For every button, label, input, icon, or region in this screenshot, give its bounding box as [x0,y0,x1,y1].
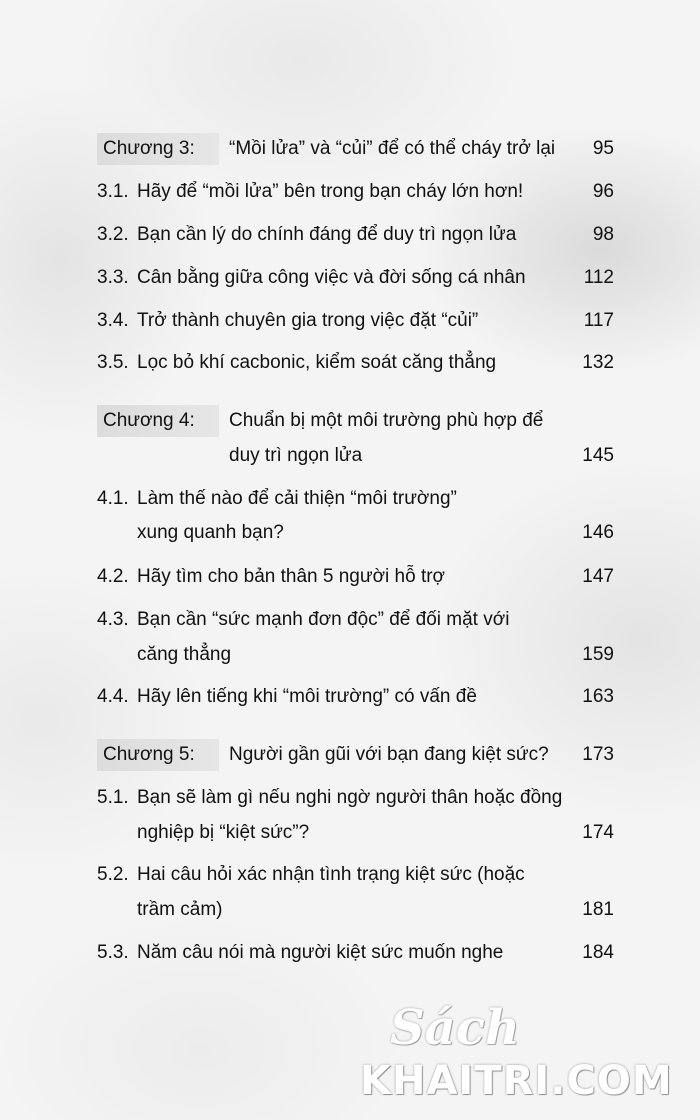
section-number: 4.3. [97,609,129,630]
page-number: 132 [582,352,614,373]
page-number: 145 [582,445,614,466]
toc-entry [0,562,700,592]
section-number: 5.3. [97,942,129,963]
toc-entry [0,177,700,207]
section-title: căng thẳng [137,644,232,665]
page-number: 181 [582,899,614,920]
section-number: 5.1. [97,787,129,808]
toc-entry-continued [0,895,700,925]
section-number: 3.1. [97,181,129,202]
chapter-title: Người gần gũi với bạn đang kiệt sức? [229,744,549,765]
chapter-title: “Mồi lửa” và “củi” để có thể cháy trở lại [229,138,556,159]
page-number: 98 [592,224,614,245]
section-title: trầm cảm) [137,899,223,920]
page-number: 146 [582,522,614,543]
section-title: Làm thế nào để cải thiện “môi trường” [137,488,457,509]
chapter-heading [0,134,700,164]
chapter-label: Chương 3: [97,133,219,165]
chapter-heading [0,406,700,436]
toc-entry-continued [0,818,700,848]
section-number: 3.2. [97,224,129,245]
toc-entry [0,860,700,890]
watermark-script-text: Sách [390,1000,520,1056]
section-number: 4.1. [97,488,129,509]
chapter-heading [0,740,700,770]
toc-entry [0,306,700,336]
toc-entry [0,263,700,293]
page-number: 159 [582,644,614,665]
section-number: 3.3. [97,267,129,288]
page-number: 163 [582,686,614,707]
section-title: Hai câu hỏi xác nhận tình trạng kiệt sức (hoặc [137,864,525,885]
toc-entry-continued [0,640,700,670]
section-number: 3.4. [97,310,129,331]
chapter-heading-continued [0,441,700,471]
section-number: 4.4. [97,686,129,707]
section-title: Hãy lên tiếng khi “môi trường” có vấn đề [137,686,477,707]
section-title: Cân bằng giữa công việc và đời sống cá nhân [137,267,526,288]
toc-entry [0,348,700,378]
toc-entry-continued [0,518,700,548]
chapter-label: Chương 4: [97,405,219,437]
toc-entry [0,484,700,514]
page-number: 95 [592,138,614,159]
toc-entry [0,783,700,813]
page-number: 117 [583,310,614,331]
section-title: Bạn cần lý do chính đáng để duy trì ngọn lửa [137,224,517,245]
section-title: Hãy tìm cho bản thân 5 người hỗ trợ [137,566,446,587]
toc-entry [0,938,700,968]
page-number: 174 [582,822,614,843]
section-title: nghiệp bị “kiệt sức”? [137,822,310,843]
page-number: 173 [582,744,614,765]
chapter-title: duy trì ngọn lửa [229,445,363,466]
section-title: Trở thành chuyên gia trong việc đặt “củi” [137,310,479,331]
toc-entry [0,605,700,635]
section-number: 3.5. [97,352,129,373]
section-title: Năm câu nói mà người kiệt sức muốn nghe [137,942,504,963]
chapter-title: Chuẩn bị một môi trường phù hợp để [229,410,544,431]
page-number: 184 [582,942,614,963]
chapter-label: Chương 5: [97,739,219,771]
page-number: 147 [582,566,614,587]
section-title: Bạn cần “sức mạnh đơn độc” để đối mặt với [137,609,510,630]
section-title: Hãy để “mồi lửa” bên trong bạn cháy lớn hơn! [137,181,524,202]
watermark-logo [360,1000,690,1110]
section-title: Lọc bỏ khí cacbonic, kiểm soát căng thẳng [137,352,497,373]
page-number: 96 [592,181,614,202]
toc-entry [0,220,700,250]
section-title: Bạn sẽ làm gì nếu nghi ngờ người thân hoặc đồng [137,787,563,808]
page-number: 112 [583,267,614,288]
section-number: 5.2. [97,864,129,885]
section-number: 4.2. [97,566,129,587]
watermark-url: KHAITRI.COM [360,1058,673,1104]
toc-entry [0,682,700,712]
section-title: xung quanh bạn? [137,522,284,543]
